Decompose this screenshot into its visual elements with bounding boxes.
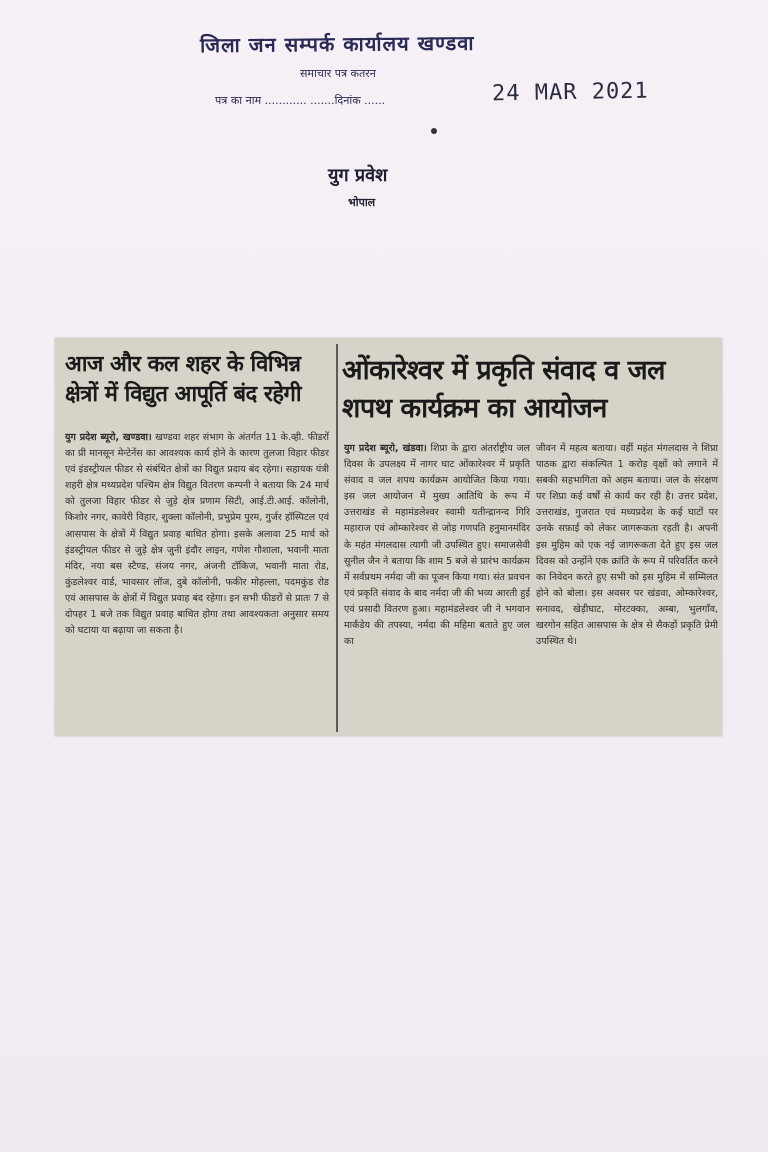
column-divider: [336, 344, 338, 732]
article-right-headline: ओंकारेश्वर में प्रकृति संवाद व जल शपथ कार्यक्रम का आयोजन: [342, 355, 665, 424]
paper-date-label: पत्र का नाम ............ .......दिनांक ......: [215, 94, 386, 107]
article-right: [340, 338, 722, 736]
newspaper-city: भोपाल: [348, 196, 376, 209]
article-right-body-col1: [344, 441, 530, 733]
stamp-date: 24 MAR 2021: [491, 78, 649, 107]
article-left-text: खण्डवा शहर संभाग के अंतर्गत 11 के.व्ही. फीडरों का प्री मानसून मेन्टेनेंस का आवश्यक कार्य होने के कारण तुलजा विहार फीडर एवं इंडस्ट्रीयल फीडर से संबंधित क्षेत्रों का विद्युत प्रदाय बंद रहेगा। सहायक यंत्री शहरी क्षेत्र मध्यप्रदेश पश्चिम क्षेत्र विद्युत वितरण कम्पनी ने बताया कि 24 मार्च को तुलजा विहार फीडर से जुड़े क्षेत्र प्रणाम सिटी, आई.टी.आई. कॉलोनी, किशोर नगर, कावेरी विहार, शुक्ला कॉलोनी, प्रभुप्रेम पुरम, गुर्जर हॉस्पिटल एवं आसपास के क्षेत्रों में विद्युत प्रवाह बाधित होगा। इसके अलावा 25 मार्च को इंडस्ट्रीयल फीडर से जुड़े क्षेत्र जुनी इंदौर लाइन, गणेश गौशाला, भवानी माता मंदिर, नया बस स्टैण्ड, संजय नगर, अंजनी टॉकिज, भवानी माता रोड, कुंडलेश्वर वार्ड, भावसार लॉज, दुबे कॉलोनी, फकीर मोहल्ला, पदमकुंड रोड एवं आसपास के क्षेत्रों में विद्युत प्रवाह बंद रहेगा। इन सभी फीडरों से प्रातः 7 से दोपहर 1 बजे तक विद्युत प्रवाह बाधित होगा तथा आवश्यकता अनुसार समय को घटाया या बढ़ाया जा सकता है।: [65, 432, 329, 637]
article-right-text-col1: शिप्रा के द्वारा अंतर्राष्ट्रीय जल दिवस के उपलक्ष्य में नागर घाट ओंकारेश्वर में प्रकृति संवाद व जल शपथ कार्यक्रम आयोजित किया गया। इस जल आयोजन में मुख्य आतिथि के रूप में उत्तराखंड से महामंडलेश्वर स्वामी यतीन्द्रानन्द गिरि महाराज एवं ओम्कारेश्वर से जोड़ गणपति हनुमानमंदिर के महंत मंगलदास त्यागी जी उपस्थित हुए। समाजसेवी सुनील जैन ने बताया कि शाम 5 बजे से प्रारंभ कार्यक्रम में सर्वप्रथम नर्मदा जी का पूजन किया गया। संत प्रवचन एवं प्रकृति संवाद के बाद नर्मदा जी की भव्य आरती हुई एवं प्रसादी वितरण हुआ। महामंडलेश्वर जी ने भगवान मार्कंडेय की तपस्या, नर्मदा की महिमा बताते हुए जल का: [344, 443, 530, 648]
article-left-headline: आज और कल शहर के विभिन्न क्षेत्रों में विद्युत आपूर्ति बंद रहेगी: [65, 352, 302, 407]
article-right-byline: युग प्रदेश ब्यूरो, खंडवा।: [344, 443, 427, 454]
newspaper-label: समाचार पत्र कतरन: [300, 67, 376, 80]
dot-mark: [431, 128, 437, 134]
article-left-body: [65, 430, 329, 730]
article-left-byline: युग प्रदेश ब्यूरो, खण्डवा।: [65, 432, 152, 443]
news-clipping: [55, 338, 722, 736]
article-left: [55, 338, 334, 736]
newspaper-name: युग प्रवेश: [328, 165, 388, 186]
office-stamp: जिला जन सम्पर्क कार्यालय खण्डवा: [199, 30, 475, 58]
clipping-header: [0, 0, 768, 230]
article-right-body-col2: जीवन में महत्व बताया। वहीं महंत मंगलदास ने शिप्रा पाठक द्वारा संकल्पित 1 करोड़ वृक्षों को लगाने में सबकी सहभागिता को अहम बताया। जल के संरक्षण पर शिप्रा कई वर्षों से कार्य कर रही है। उत्तर प्रदेश, उत्तराखंड, गुजरात एवं मध्यप्रदेश के कई घाटों पर उनके सफ़ाई को लेकर जागरूकता रहती है। अपनी इस मुहिम को एक नई जागरूकता देते हुए इस जल दिवस को उन्होंने एक क्रांति के रूप में परिवर्तित करने का निवेदन करते हुए सभी को इस मुहिम में सम्मिलत होने को बोला। इस अवसर पर खंडवा, ओम्कारेश्वर, सनावद, खेड़ीघाट, मोरटक्का, अम्बा, भुलगाँव, खरगोन सहित आसपास के क्षेत्र से सैकड़ों प्रकृति प्रेमी उपस्थित थे।: [536, 443, 718, 648]
